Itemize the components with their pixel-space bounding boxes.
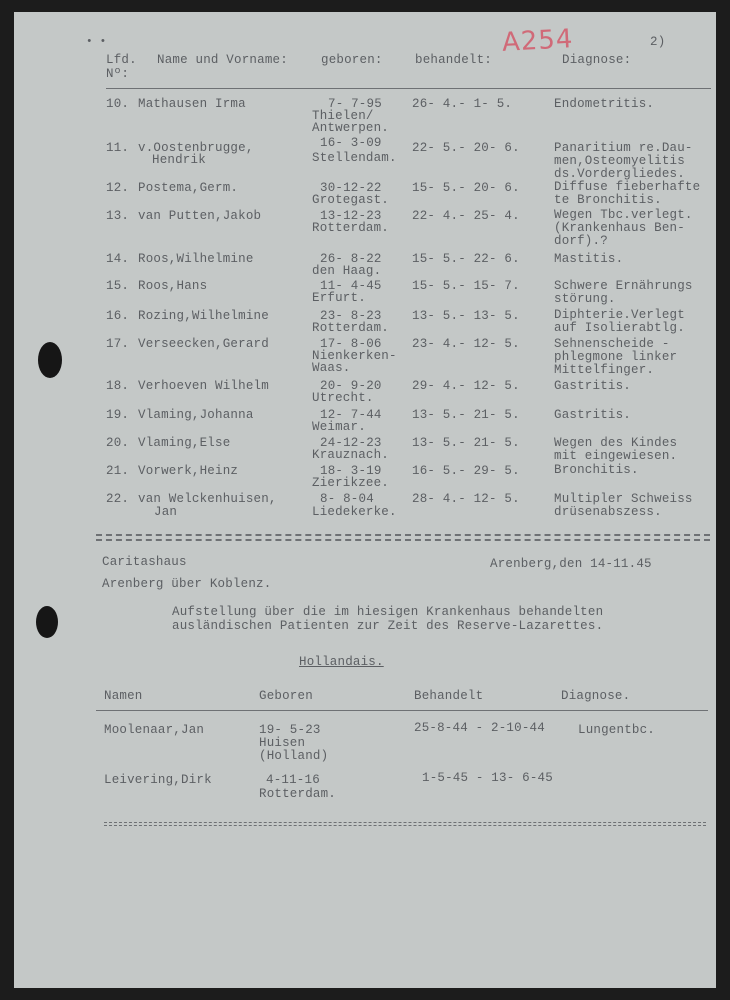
document-page: [14, 12, 716, 988]
treatment-dates: 22- 4.- 25- 4.: [412, 209, 520, 223]
birth-place: Weimar.: [312, 420, 366, 434]
diagnosis: drüsenabszess.: [554, 505, 662, 519]
header-name: Name und Vorname:: [157, 53, 288, 67]
row-number: 18.: [106, 379, 130, 393]
col-header-diagnosis: Diagnose.: [561, 689, 631, 703]
patient-name: Verseecken,Gerard: [138, 337, 269, 351]
birth-place: Waas.: [312, 361, 351, 375]
double-rule: [96, 539, 710, 541]
treatment-dates: 13- 5.- 13- 5.: [412, 309, 520, 323]
diagnosis: Wegen Tbc.verlegt.: [554, 208, 693, 222]
list-heading-line-2: ausländischen Patienten zur Zeit des Reserve-Lazarettes.: [172, 619, 604, 633]
birth-place: Huisen: [259, 736, 306, 750]
treatment-dates: 15- 5.- 15- 7.: [412, 279, 520, 293]
birth-date: 4-11-16: [266, 773, 320, 787]
row-number: 11.: [106, 141, 130, 155]
patient-name: Hendrik: [152, 153, 206, 167]
patient-name: Verhoeven Wilhelm: [138, 379, 269, 393]
punch-hole-bottom: [36, 606, 58, 638]
birth-place: Rotterdam.: [312, 221, 390, 235]
row-number: 10.: [106, 97, 130, 111]
diagnosis: Sehnenscheide -: [554, 337, 670, 351]
birth-place: den Haag.: [312, 264, 382, 278]
row-number: 21.: [106, 464, 130, 478]
birth-date: 23- 8-23: [320, 309, 382, 323]
diagnosis: dorf).?: [554, 234, 608, 248]
birth-date: 24-12-23: [320, 436, 382, 450]
patient-name: Vorwerk,Heinz: [138, 464, 239, 478]
patient-name: van Putten,Jakob: [138, 209, 262, 223]
patient-name: Moolenaar,Jan: [104, 723, 205, 737]
patient-name: Vlaming,Johanna: [138, 408, 254, 422]
diagnosis: Gastritis.: [554, 408, 632, 422]
birth-date: 19- 5-23: [259, 723, 321, 737]
diagnosis: Endometritis.: [554, 97, 655, 111]
patient-name: Leivering,Dirk: [104, 773, 212, 787]
birth-date: 26- 8-22: [320, 252, 382, 266]
col-header-name: Namen: [104, 689, 143, 703]
diagnosis: Bronchitis.: [554, 463, 639, 477]
patient-name: van Welckenhuisen,: [138, 492, 277, 506]
row-number: 20.: [106, 436, 130, 450]
birth-place: Rotterdam.: [259, 787, 337, 801]
sender-line-1: Caritashaus: [102, 555, 187, 569]
header-lfd: Lfd.: [106, 53, 137, 67]
birth-date: 13-12-23: [320, 209, 382, 223]
birth-date: 30-12-22: [320, 181, 382, 195]
row-number: 15.: [106, 279, 130, 293]
birth-place: Thielen/: [312, 109, 374, 123]
section-title: Hollandais.: [299, 655, 384, 669]
treatment-dates: 28- 4.- 12- 5.: [412, 492, 520, 506]
treatment-dates: 23- 4.- 12- 5.: [412, 337, 520, 351]
birth-place: Utrecht.: [312, 391, 374, 405]
birth-date: 17- 8-06: [320, 337, 382, 351]
closing-rule: [104, 822, 706, 823]
col-header-treated: Behandelt: [414, 689, 484, 703]
diagnosis: mit eingewiesen.: [554, 449, 678, 463]
archive-stamp: A254: [501, 24, 575, 58]
row-number: 17.: [106, 337, 130, 351]
header-geboren: geboren:: [321, 53, 383, 67]
treatment-dates: 16- 5.- 29- 5.: [412, 464, 520, 478]
diagnosis: auf Isolierabtlg.: [554, 321, 685, 335]
diagnosis: Schwere Ernährungs: [554, 279, 693, 293]
diagnosis: störung.: [554, 292, 616, 306]
diagnosis: Mastitis.: [554, 252, 624, 266]
birth-date: 8- 8-04: [320, 492, 374, 506]
diagnosis: Panaritium re.Dau-: [554, 141, 693, 155]
diagnosis: ds.Vordergliedes.: [554, 167, 685, 181]
place-date: Arenberg,den 14-11.45: [490, 557, 652, 571]
treatment-dates: 25-8-44 - 2-10-44: [414, 721, 545, 735]
treatment-dates: 26- 4.- 1- 5.: [412, 97, 513, 111]
diagnosis: Wegen des Kindes: [554, 436, 678, 450]
diagnosis: Diphterie.Verlegt: [554, 308, 685, 322]
row-number: 14.: [106, 252, 130, 266]
row-number: 13.: [106, 209, 130, 223]
sender-line-2: Arenberg über Koblenz.: [102, 577, 272, 591]
col-header-born: Geboren: [259, 689, 313, 703]
margin-marks: • •: [86, 36, 107, 48]
diagnosis: Diffuse fieberhafte: [554, 180, 701, 194]
patient-name: Jan: [154, 505, 178, 519]
treatment-dates: 13- 5.- 21- 5.: [412, 408, 520, 422]
patient-name: Roos,Hans: [138, 279, 208, 293]
header-rule: [106, 88, 711, 89]
punch-hole-top: [38, 342, 62, 378]
birth-place: Zierikzee.: [312, 476, 390, 490]
birth-place: Krauznach.: [312, 448, 390, 462]
birth-place: Rotterdam.: [312, 321, 390, 335]
birth-date: 12- 7-44: [320, 408, 382, 422]
treatment-dates: 29- 4.- 12- 5.: [412, 379, 520, 393]
treatment-dates: 13- 5.- 21- 5.: [412, 436, 520, 450]
diagnosis: Gastritis.: [554, 379, 632, 393]
page-number: 2): [650, 35, 666, 49]
birth-place: Antwerpen.: [312, 121, 390, 135]
header-diagnose: Diagnose:: [562, 53, 632, 67]
birth-place: Liedekerke.: [312, 505, 397, 519]
birth-date: 16- 3-09: [320, 136, 382, 150]
diagnosis: te Bronchitis.: [554, 193, 662, 207]
diagnosis: (Krankenhaus Ben-: [554, 221, 685, 235]
birth-place: Grotegast.: [312, 193, 390, 207]
birth-date: 11- 4-45: [320, 279, 382, 293]
row-number: 16.: [106, 309, 130, 323]
closing-rule: [104, 825, 706, 826]
diagnosis: Lungentbc.: [578, 723, 656, 737]
birth-date: 7- 7-95: [328, 97, 382, 111]
birth-date: 18- 3-19: [320, 464, 382, 478]
birth-date: 20- 9-20: [320, 379, 382, 393]
treatment-dates: 22- 5.- 20- 6.: [412, 141, 520, 155]
patient-name: Rozing,Wilhelmine: [138, 309, 269, 323]
footer-header-rule: [96, 710, 708, 711]
row-number: 19.: [106, 408, 130, 422]
diagnosis: phlegmone linker: [554, 350, 678, 364]
birth-place: Nienkerken-: [312, 349, 397, 363]
birth-place: Stellendam.: [312, 151, 397, 165]
diagnosis: Multipler Schweiss: [554, 492, 693, 506]
patient-name: Postema,Germ.: [138, 181, 239, 195]
treatment-dates: 15- 5.- 20- 6.: [412, 181, 520, 195]
treatment-dates: 15- 5.- 22- 6.: [412, 252, 520, 266]
patient-name: v.Oostenbrugge,: [138, 141, 254, 155]
diagnosis: Mittelfinger.: [554, 363, 655, 377]
patient-name: Vlaming,Else: [138, 436, 231, 450]
birth-place: (Holland): [259, 749, 329, 763]
patient-name: Mathausen Irma: [138, 97, 246, 111]
double-rule: [96, 534, 710, 536]
patient-name: Roos,Wilhelmine: [138, 252, 254, 266]
birth-place: Erfurt.: [312, 291, 366, 305]
treatment-dates: 1-5-45 - 13- 6-45: [422, 771, 553, 785]
row-number: 22.: [106, 492, 130, 506]
header-nr: Nº:: [106, 67, 130, 81]
diagnosis: men,Osteomyelitis: [554, 154, 685, 168]
row-number: 12.: [106, 181, 130, 195]
list-heading-line-1: Aufstellung über die im hiesigen Krankenhaus behandelten: [172, 605, 604, 619]
header-behandelt: behandelt:: [415, 53, 493, 67]
